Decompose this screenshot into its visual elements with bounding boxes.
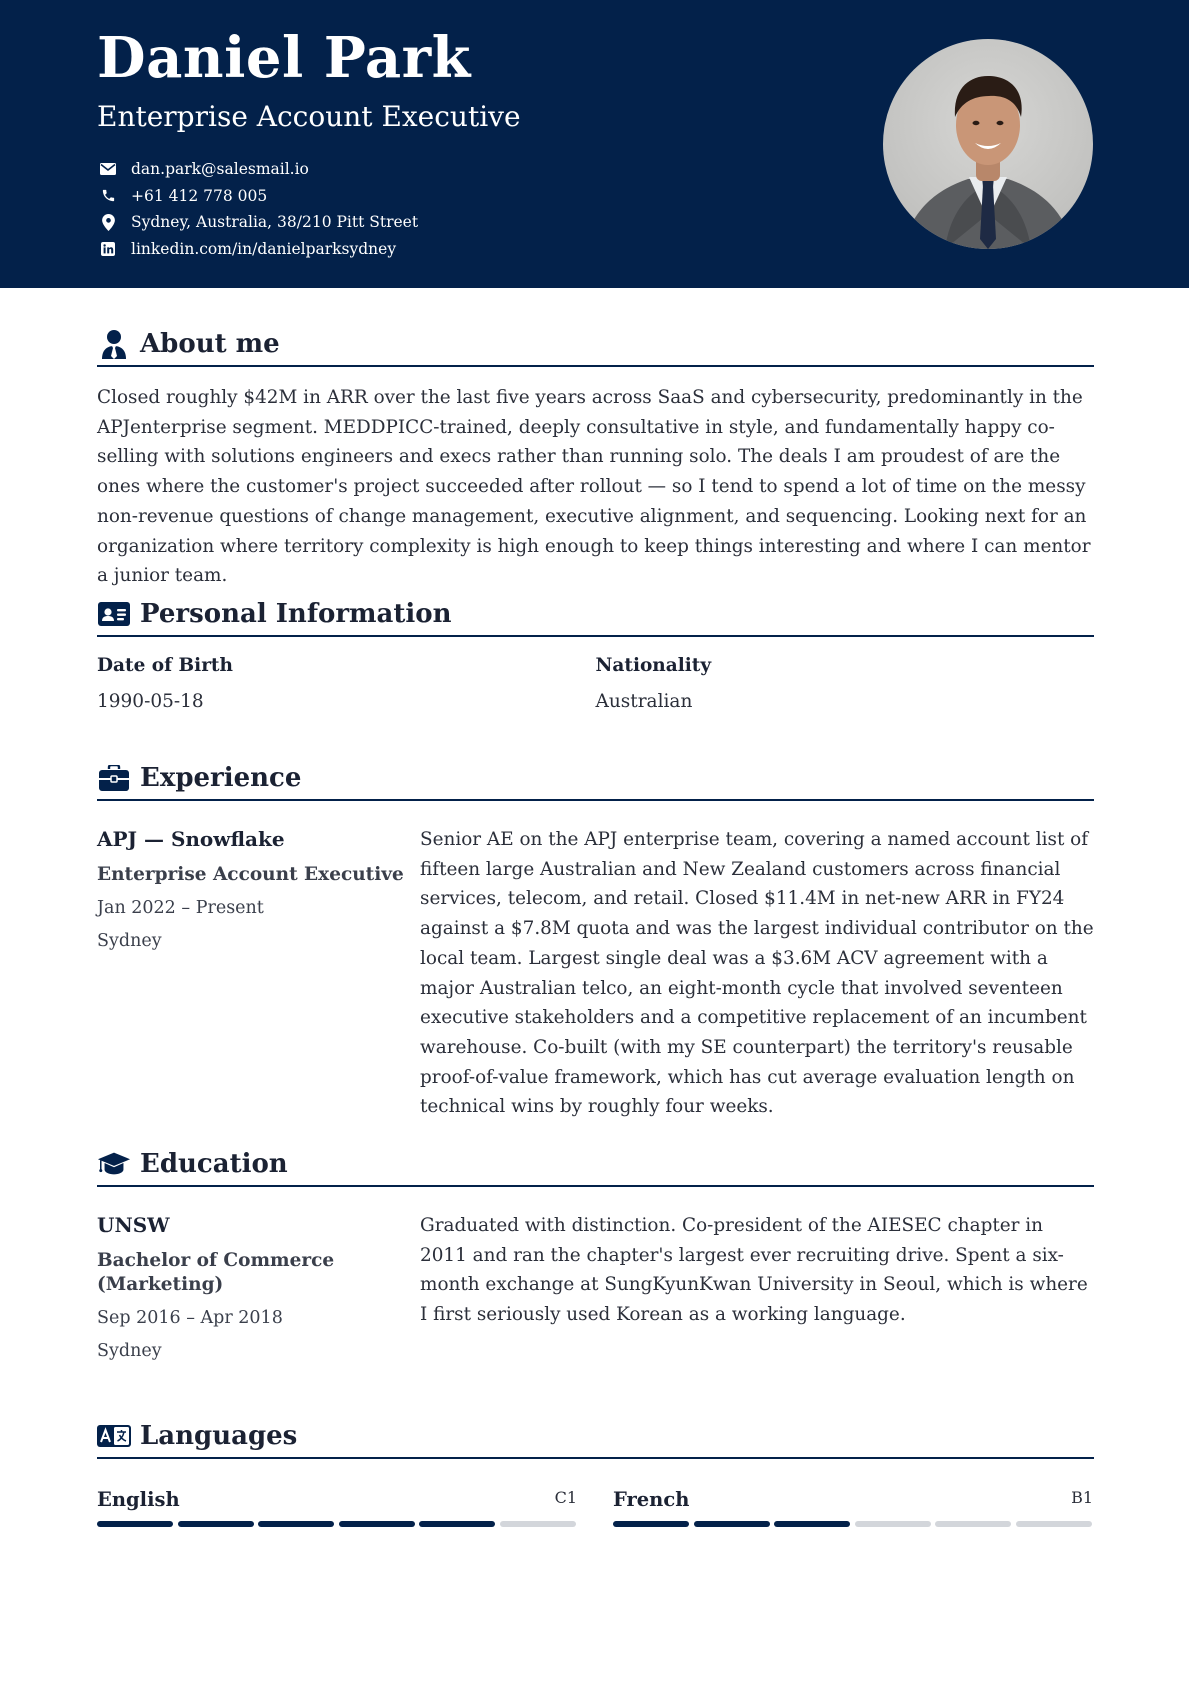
dob-value: 1990-05-18 [97, 691, 204, 712]
proficiency-segment-empty [935, 1521, 1011, 1527]
languages-section [97, 1415, 1094, 1527]
proficiency-segment-filled [339, 1521, 415, 1527]
experience-dates: Jan 2022 – Present [97, 898, 264, 918]
proficiency-segment-empty [500, 1521, 576, 1527]
header-banner [0, 0, 1189, 288]
education-dates: Sep 2016 – Apr 2018 [97, 1308, 283, 1328]
contact-linkedin[interactable] [97, 236, 418, 263]
languages-grid [97, 1483, 1094, 1527]
job-title: Enterprise Account Executive [97, 100, 521, 133]
experience-location: Sydney [97, 931, 162, 951]
proficiency-segment-filled [774, 1521, 850, 1527]
dob-label: Date of Birth [97, 655, 233, 676]
contact-email-text: dan.park@salesmail.io [131, 160, 309, 179]
contact-address [97, 209, 418, 236]
candidate-name: Daniel Park [97, 25, 471, 91]
contact-address-text: Sydney, Australia, 38/210 Pitt Street [131, 213, 419, 232]
contact-list [97, 156, 418, 262]
about-section [97, 323, 1094, 591]
proficiency-segment-filled [97, 1521, 173, 1527]
education-title: Education [140, 1149, 288, 1179]
education-meta [97, 1211, 420, 1363]
dob-field [97, 655, 596, 712]
contact-email[interactable] [97, 156, 418, 183]
graduation-cap-icon [97, 1149, 131, 1179]
language-item [97, 1483, 577, 1527]
profile-photo [883, 39, 1093, 249]
contact-phone[interactable] [97, 183, 418, 210]
education-degree: Bachelor of Commerce (Marketing) [97, 1250, 335, 1295]
language-level: B1 [1071, 1488, 1093, 1507]
experience-meta [97, 825, 420, 1122]
language-name: French [613, 1488, 690, 1511]
proficiency-segment-filled [419, 1521, 495, 1527]
personal-info-section [97, 593, 1094, 712]
contact-phone-text: +61 412 778 005 [131, 186, 268, 205]
personal-info-grid [97, 655, 1094, 712]
proficiency-segment-filled [258, 1521, 334, 1527]
education-description: Graduated with distinction. Co-president of the AIESEC chapter in 2011 and ran the chapter's largest ever recruiting drive. Spent a six-month exchange at SungKyunKwan University in Seoul, which is where I first seriously used Korean as a working language. [420, 1215, 1088, 1326]
experience-entry [97, 825, 1094, 1122]
proficiency-segment-filled [613, 1521, 689, 1527]
language-item [613, 1483, 1093, 1527]
envelope-icon [97, 160, 119, 178]
language-icon [97, 1421, 131, 1451]
education-school: UNSW [97, 1213, 170, 1237]
proficiency-segment-empty [1016, 1521, 1092, 1527]
user-tie-icon [97, 329, 131, 359]
personal-info-heading [97, 593, 1094, 637]
experience-description: Senior AE on the APJ enterprise team, covering a named account list of fifteen large Australian and New Zealand customers across financial services, telecom, and retail. Closed $11.4M in net-new ARR in FY24 against a $7.8M quota and was the largest individual contributor on the local team. Largest single deal was a $3.6M ACV agreement with a major Australian telco, an eight-month cycle that involved seventeen executive stakeholders and a competitive replacement of an incumbent warehouse. Co-built (with my SE counterpart) the territory's reusable proof-of-value framework, which has cut average evaluation length on technical wins by roughly four weeks. [420, 829, 1094, 1118]
experience-section [97, 757, 1094, 1122]
experience-company: APJ — Snowflake [97, 827, 285, 851]
nationality-value: Australian [595, 691, 693, 712]
personal-info-title: Personal Information [140, 599, 452, 629]
map-pin-icon [97, 213, 119, 231]
linkedin-icon [97, 240, 119, 258]
nationality-field [596, 655, 1095, 712]
proficiency-segment-empty [855, 1521, 931, 1527]
contact-linkedin-text: linkedin.com/in/danielparksydney [131, 239, 397, 258]
education-entry [97, 1211, 1094, 1363]
languages-title: Languages [140, 1421, 298, 1451]
language-proficiency-bar [97, 1521, 577, 1527]
nationality-label: Nationality [595, 655, 712, 676]
education-heading [97, 1143, 1094, 1187]
experience-description-wrap [420, 825, 1094, 1122]
education-description-wrap [420, 1211, 1094, 1363]
language-name: English [97, 1488, 180, 1511]
experience-title: Experience [140, 763, 302, 793]
briefcase-icon [97, 763, 131, 793]
about-heading [97, 323, 1094, 367]
about-title: About me [140, 329, 280, 359]
education-section [97, 1143, 1094, 1363]
proficiency-segment-filled [178, 1521, 254, 1527]
language-level: C1 [554, 1488, 577, 1507]
id-card-icon [97, 599, 131, 629]
proficiency-segment-filled [694, 1521, 770, 1527]
phone-icon [97, 187, 119, 205]
education-location: Sydney [97, 1341, 162, 1361]
about-text: Closed roughly $42M in ARR over the last five years across SaaS and cybersecurity, predominantly in the APJenterprise segment. MEDDPICC-trained, deeply consultative in style, and fundamentally happy co-selling with solutions engineers and execs rather than running solo. The deals I am proudest of are the ones where the customer's project succeeded after rollout — so I tend to spend a lot of time on the messy non-revenue questions of change management, executive alignment, and sequencing. Looking next for an organization where territory complexity is high enough to keep things interesting and where I can mentor a junior team. [97, 387, 1091, 587]
experience-role: Enterprise Account Executive [97, 864, 404, 885]
language-proficiency-bar [613, 1521, 1093, 1527]
languages-heading [97, 1415, 1094, 1459]
experience-heading [97, 757, 1094, 801]
